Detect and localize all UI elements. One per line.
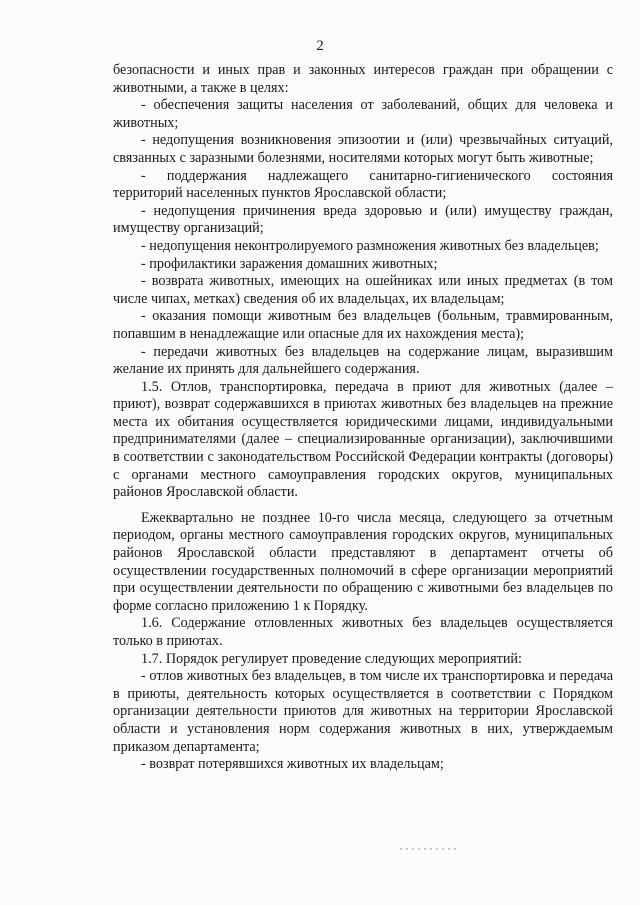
section-1-6: 1.6. Содержание отловленных животных без владельцев осуществляется только в приютах.: [113, 615, 613, 649]
page-number: 2: [316, 38, 324, 54]
list-item: - отлов животных без владельцев, в том числе их транспортировка и передача в приюты, деятельность которых осуществляется в соответствии с Порядком организации деятельности приютов для животных на территории Ярославской области и установления норм содержания животных в них, утверждаемым приказом департамента;: [113, 668, 613, 755]
list-item: - профилактики заражения домашних животных;: [141, 255, 438, 272]
scan-artifact: [400, 848, 460, 850]
reporting-paragraph: Ежеквартально не позднее 10-го числа месяца, следующего за отчетным периодом, органы местного самоуправления городских округов, муниципальных районов Ярославской области представляют в департамент отчеты об осуществлении государственных полномочий в сфере организации мероприятий при осуществлении деятельности по обращению с животными без владельцев по форме согласно приложению 1 к Порядку.: [113, 509, 613, 614]
list-item: - возврат потерявшихся животных их владельцам;: [141, 756, 444, 773]
list-item: - недопущения неконтролируемого размножения животных без владельцев;: [141, 237, 599, 254]
paragraph-continuation: безопасности и иных прав и законных интересов граждан при обращении с животными, а также в целях:: [113, 62, 613, 96]
list-item: - недопущения возникновения эпизоотии и (или) чрезвычайных ситуаций, связанных с заразными болезнями, носителями которых могут быть животные;: [113, 132, 613, 166]
list-item: - передачи животных без владельцев на содержание лицам, выразившим желание их принять для дальнейшего содержания.: [113, 343, 613, 378]
section-1-5: 1.5. Отлов, транспортировка, передача в приют для животных (далее – приют), возврат содержавшихся в приютах животных без владельцев на прежние места их обитания осуществляется юридическими лицами, индивидуальными предпринимателями (далее – специализированные организации), заключившими в соответствии с законодательством Российской Федерации контракты (договоры) с органами местного самоуправления городских округов, муниципальных районов Ярославской области.: [113, 378, 613, 501]
document-body: [113, 62, 613, 774]
list-item: - возврата животных, имеющих на ошейниках или иных предметах (в том числе чипах, метках) сведения об их владельцах, их владельцам;: [113, 273, 613, 307]
section-1-7: 1.7. Порядок регулирует проведение следующих мероприятий:: [141, 650, 522, 667]
list-item: - поддержания надлежащего санитарно-гигиенического состояния территорий населенных пунктов Ярославской области;: [113, 167, 613, 202]
list-item: - недопущения причинения вреда здоровью и (или) имуществу граждан, имуществу организаций;: [113, 202, 613, 237]
list-item: - оказания помощи животным без владельцев (больным, травмированным, попавшим в ненадлежащие или опасные для их нахождения места);: [113, 308, 613, 342]
list-item: - обеспечения защиты населения от заболеваний, общих для человека и животных;: [113, 97, 613, 131]
